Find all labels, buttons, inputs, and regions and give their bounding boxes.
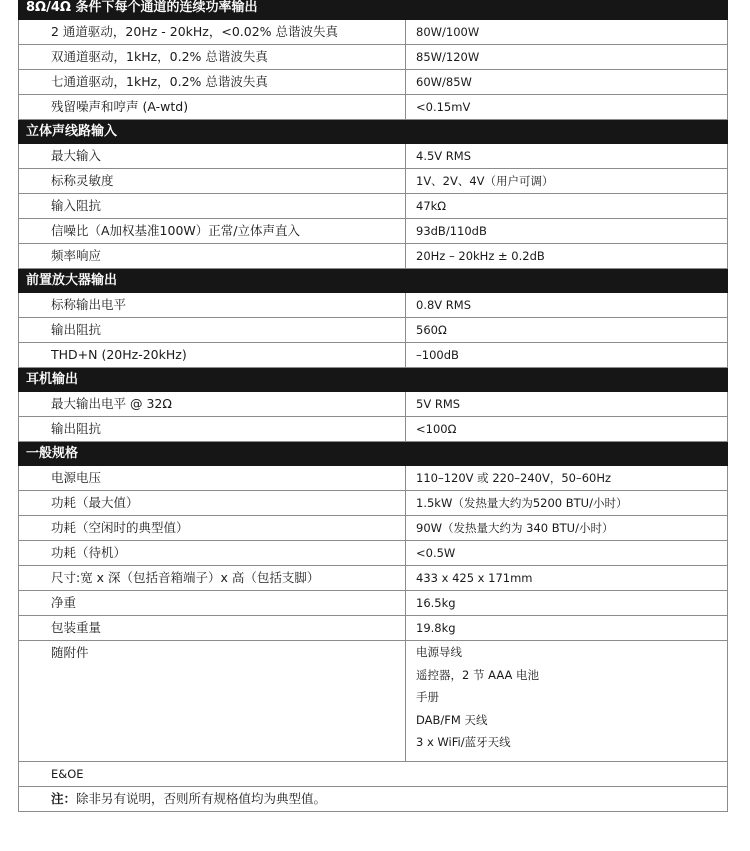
accessory-item: 手册: [416, 690, 439, 705]
spec-value: <0.15mV: [416, 100, 471, 114]
table-row: [18, 343, 728, 368]
spec-label: 最大输出电平 @ 32Ω: [19, 392, 406, 416]
table-row: [18, 169, 728, 194]
spec-value: 90W（发热量大约为 340 BTU/小时）: [416, 521, 614, 535]
spec-label: 信噪比（A加权基准100W）正常/立体声直入: [19, 219, 406, 243]
table-row: [18, 417, 728, 442]
spec-value: <0.5W: [416, 546, 456, 560]
spec-label: 标称灵敏度: [19, 169, 406, 193]
spec-label: 最大输入: [19, 144, 406, 168]
spec-value: 60W/85W: [416, 75, 472, 89]
table-row: [18, 591, 728, 616]
table-row: [18, 244, 728, 269]
spec-label: 净重: [19, 591, 406, 615]
spec-value: <100Ω: [416, 422, 457, 436]
table-row: [18, 293, 728, 318]
accessory-item: 3 x WiFi/蓝牙天线: [416, 735, 511, 750]
spec-value: 47kΩ: [416, 199, 447, 213]
section-header-general: 一般规格: [18, 442, 728, 466]
spec-label: 残留噪声和哼声 (A-wtd): [19, 95, 406, 119]
spec-value: 0.8V RMS: [416, 298, 472, 312]
spec-label: 输出阻抗: [19, 417, 406, 441]
table-row: [18, 95, 728, 120]
table-row: [18, 45, 728, 70]
section-header-preamp-output: 前置放大器输出: [18, 269, 728, 293]
eoe-row: E&OE: [18, 762, 728, 787]
spec-label: 随附件: [19, 641, 406, 761]
table-row: [18, 194, 728, 219]
spec-value: 1.5kW（发热量大约为5200 BTU/小时）: [416, 496, 628, 510]
spec-label: THD+N (20Hz-20kHz): [19, 343, 406, 367]
table-row: [18, 466, 728, 491]
accessories-list: [406, 641, 727, 761]
table-row: [18, 566, 728, 591]
spec-label: 双通道驱动，1kHz，0.2% 总谐波失真: [19, 45, 406, 69]
spec-value: 433 x 425 x 171mm: [416, 571, 533, 585]
section-header-stereo-input: 立体声线路输入: [18, 120, 728, 144]
accessory-item: 电源导线: [416, 645, 462, 659]
spec-value: 5V RMS: [416, 397, 461, 411]
spec-table: [18, 0, 728, 812]
spec-value: 80W/100W: [416, 25, 480, 39]
section-header-headphone-output: 耳机输出: [18, 368, 728, 392]
table-row: [18, 616, 728, 641]
spec-value: 19.8kg: [416, 621, 456, 635]
table-row-accessories: [18, 641, 728, 762]
table-row: [18, 70, 728, 95]
table-row: [18, 491, 728, 516]
note-row: [18, 787, 728, 812]
spec-value: 4.5V RMS: [416, 149, 472, 163]
spec-label: 频率响应: [19, 244, 406, 268]
spec-label: 电源电压: [19, 466, 406, 490]
table-row: [18, 392, 728, 417]
note-label: 注：: [51, 791, 77, 806]
table-row: [18, 20, 728, 45]
spec-value: 85W/120W: [416, 50, 480, 64]
spec-label: 输出阻抗: [19, 318, 406, 342]
spec-value: 560Ω: [416, 323, 447, 337]
table-row: [18, 516, 728, 541]
table-row: [18, 144, 728, 169]
spec-value: –100dB: [416, 348, 459, 362]
table-row: [18, 219, 728, 244]
spec-value: 110–120V 或 220–240V，50–60Hz: [416, 471, 612, 485]
spec-label: 2 通道驱动，20Hz - 20kHz，<0.02% 总谐波失真: [19, 20, 406, 44]
spec-label: 七通道驱动，1kHz，0.2% 总谐波失真: [19, 70, 406, 94]
spec-value: 20Hz – 20kHz ± 0.2dB: [416, 249, 545, 263]
note-text: 除非另有说明，否则所有规格值均为典型值。: [76, 791, 327, 806]
spec-value: 16.5kg: [416, 596, 456, 610]
section-header-power-output: 8Ω/4Ω 条件下每个通道的连续功率输出: [18, 0, 728, 20]
table-row: [18, 318, 728, 343]
spec-value: 93dB/110dB: [416, 224, 487, 238]
spec-value: 1V、2V、4V（用户可调）: [416, 174, 554, 188]
spec-label: 标称输出电平: [19, 293, 406, 317]
spec-label: 包装重量: [19, 616, 406, 640]
spec-label: 输入阻抗: [19, 194, 406, 218]
spec-label: 尺寸:宽 x 深（包括音箱端子）x 高（包括支脚）: [19, 566, 406, 590]
accessory-item: 遥控器，2 节 AAA 电池: [416, 667, 540, 682]
spec-label: 功耗（空闲时的典型值）: [19, 516, 406, 540]
spec-label: 功耗（最大值）: [19, 491, 406, 515]
table-row: [18, 541, 728, 566]
spec-label: 功耗（待机）: [19, 541, 406, 565]
accessory-item: DAB/FM 天线: [416, 712, 488, 727]
